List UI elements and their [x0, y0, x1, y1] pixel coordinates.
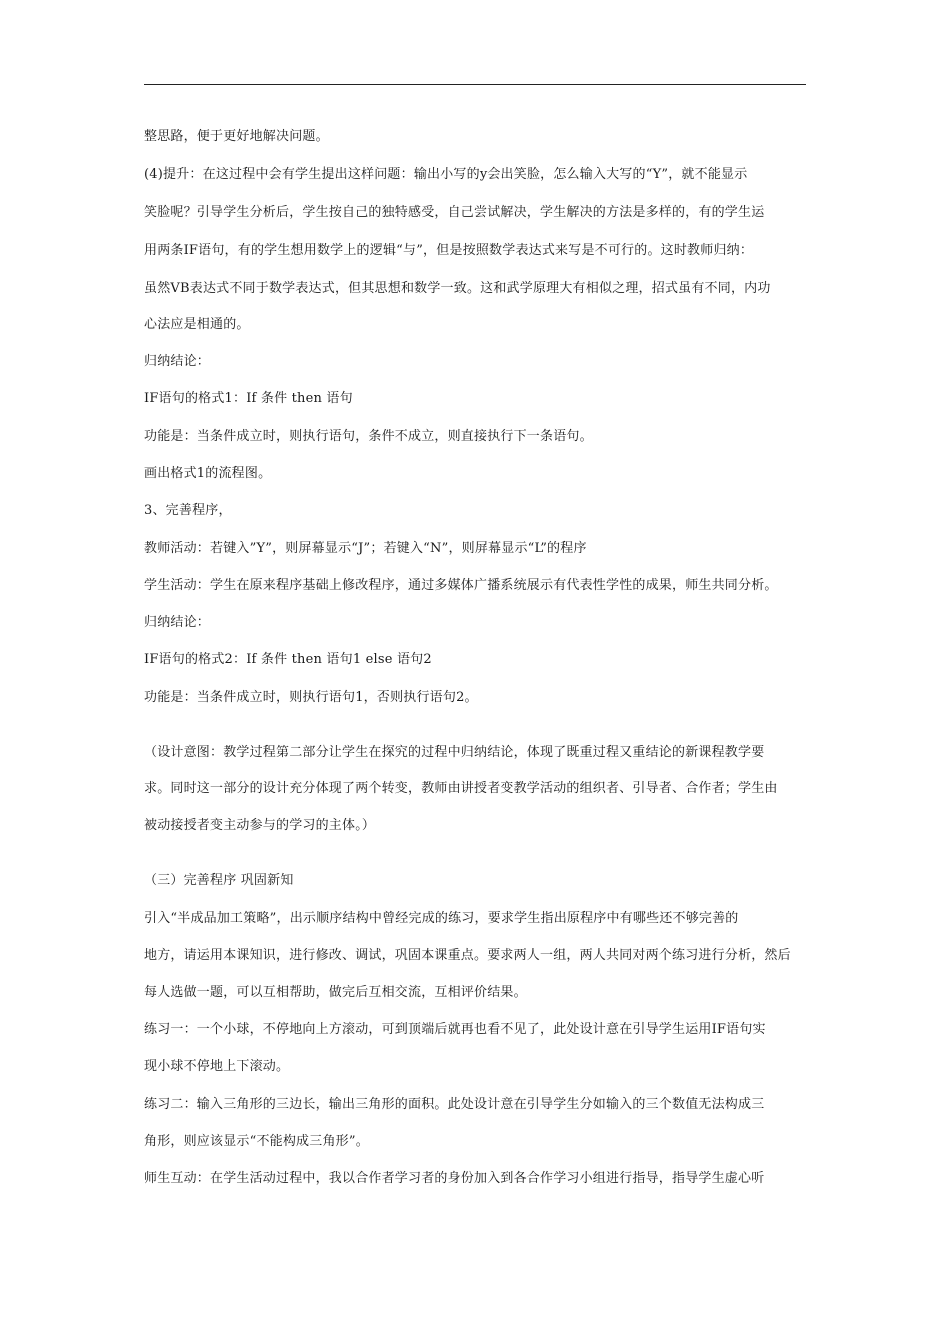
text-line: 归纳结论： [144, 615, 211, 630]
text-line: （设计意图：教学过程第二部分让学生在探究的过程中归纳结论，体现了既重过程又重结论的新课程教学要 [144, 745, 765, 760]
text-line: IF语句的格式1：If 条件 then 语句 [144, 391, 353, 406]
header-rule [144, 84, 806, 85]
text-line: 心法应是相通的。 [144, 317, 250, 332]
text-line: 地方，请运用本课知识，进行修改、调试，巩固本课重点。要求两人一组，两人共同对两个练习进行分析，然后 [144, 948, 791, 963]
text-line: IF语句的格式2：If 条件 then 语句1 else 语句2 [144, 652, 432, 667]
text-line: 教师活动：若键入”Y”，则屏幕显示“J”；若键入“N”，则屏幕显示“L”的程序 [144, 541, 587, 556]
text-line: 学生活动：学生在原来程序基础上修改程序，通过多媒体广播系统展示有代表性学性的成果，师生共同分析。 [144, 578, 778, 593]
text-line: 用两条IF语句，有的学生想用数学上的逻辑“与”，但是按照数学表达式来写是不可行的。这时教师归纳： [144, 243, 754, 258]
text-line: 练习一：一个小球，不停地向上方滚动，可到顶端后就再也看不见了，此处设计意在引导学生运用IF语句实 [144, 1022, 766, 1037]
text-line: 现小球不停地上下滚动。 [144, 1059, 290, 1074]
text-line: 功能是：当条件成立时，则执行语句1，否则执行语句2。 [144, 690, 478, 705]
section-heading: （三）完善程序 巩固新知 [144, 873, 294, 888]
text-line: 求。同时这一部分的设计充分体现了两个转变，教师由讲授者变教学活动的组织者、引导者、合作者；学生由 [144, 781, 778, 796]
text-line: 画出格式1的流程图。 [144, 466, 272, 481]
text-line: 3、完善程序， [144, 503, 232, 518]
text-line: 笑脸呢？引导学生分析后，学生按自己的独特感受，自己尝试解决，学生解决的方法是多样的，有的学生运 [144, 205, 765, 220]
text-line: (4)提升：在这过程中会有学生提出这样问题：输出小写的y会出笑脸，怎么输入大写的“Y”，就不能显示 [144, 167, 748, 182]
text-line: 归纳结论： [144, 354, 211, 369]
text-line: 被动接授者变主动参与的学习的主体。） [144, 818, 376, 833]
text-line: 练习二：输入三角形的三边长，输出三角形的面积。此处设计意在引导学生分如输入的三个数值无法构成三 [144, 1097, 765, 1112]
text-line: 虽然VB表达式不同于数学表达式，但其思想和数学一致。这和武学原理大有相似之理，招式虽有不同，内功 [144, 281, 771, 296]
text-line: 角形，则应该显示“不能构成三角形”。 [144, 1134, 369, 1149]
text-line: 师生互动：在学生活动过程中，我以合作者学习者的身份加入到各合作学习小组进行指导，指导学生虚心听 [144, 1171, 765, 1186]
text-line: 每人选做一题，可以互相帮助，做完后互相交流，互相评价结果。 [144, 985, 527, 1000]
text-line: 引入“半成品加工策略”，出示顺序结构中曾经完成的练习，要求学生指出原程序中有哪些还不够完善的 [144, 911, 739, 926]
text-line: 功能是：当条件成立时，则执行语句，条件不成立，则直接执行下一条语句。 [144, 429, 593, 444]
text-line: 整思路，便于更好地解决问题。 [144, 129, 329, 144]
